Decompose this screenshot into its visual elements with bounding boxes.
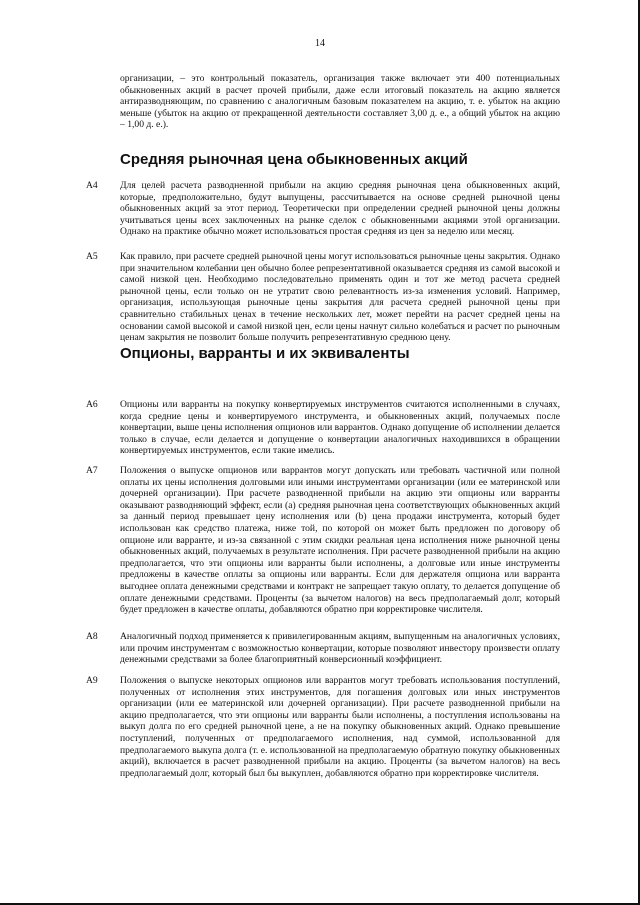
paragraph-a9 <box>86 675 562 779</box>
paragraph-label: A9 <box>86 675 98 686</box>
paragraph-a8 <box>86 631 562 666</box>
paragraph-label: A4 <box>86 180 98 191</box>
paragraph-label: A8 <box>86 631 98 642</box>
lead-paragraph: организации, – это контрольный показатель, организация также включает эти 400 потенциальных обыкновенных акций в расчет прочей прибыли, даже если итоговый показатель на акцию является антиразводняющим, по сравнению с аналогичным базовым показателем на акцию, т. е. убыток на акцию меньше (убыток на акцию от прекращенной деятельности составляет 3,00 д. е., а общий убыток на акцию – 1,00 д. е.). <box>120 73 560 131</box>
paragraph-text: Аналогичный подход применяется к привилегированным акциям, выпущенным на аналогичных условиях, или прочим инструментам с возможностью конвертации, которые позволяют инвестору произвести оплату денежными средствами за более благоприятный конверсионный коэффициент. <box>120 631 560 666</box>
paragraph-label: A6 <box>86 399 98 410</box>
section-heading-options: Опционы, варранты и их эквиваленты <box>120 345 410 362</box>
paragraph-text: Как правило, при расчете средней рыночной цены могут использоваться рыночные цены закрытия. Однако при значительном колебании цен обычно более репрезентативной оказывается средняя из самой высокой и самой низкой цен. Необходимо последовательно применять один и тот же метод расчета средней рыночной цены, если только он не утратит свою релевантность из-за изменения условий. Например, организация, использующая рыночные цены закрытия для расчета средней рыночной цены при сравнительно стабильных ценах в течение нескольких лет, может перейти на расчет средней цены на основании самой высокой и самой низкой цен, если цены начнут сильно колебаться и расчет по рыночным ценам закрытия не позволит больше получить репрезентативную среднюю цену. <box>120 251 560 344</box>
paragraph-text: Для целей расчета разводненной прибыли на акцию средняя рыночная цена обыкновенных акций, которые, предположительно, будут выпущены, рассчитывается на основе средней рыночной цены обыкновенных акций за этот период. Теоретически при определении средней рыночной цены должны учитываться цены всех заключенных на рынке сделок с обыкновенными акциями этой организации. Однако на практике обычно может использоваться простая средняя из цен за неделю или месяц. <box>120 180 560 238</box>
paragraph-a6 <box>86 399 562 457</box>
paragraph-text: Положения о выпуске некоторых опционов или варрантов могут требовать использования поступлений, полученных от исполнения этих инструментов, для погашения долговых или иных инструментов организации (или ее материнской или дочерней организации). При расчете разводненной прибыли на акцию предполагается, что эти опционы или варранты были исполнены, а поступления использованы на выкуп долга по его средней рыночной цене, а не на покупку обыкновенных акций. Однако превышение поступлений, полученных от предполагаемого исполнения, над суммой, использованной для предполагаемого выкупа долга (т. е. использованной на предполагаемую обратную покупку обыкновенных акций), включается в расчет разводненной прибыли на акцию. Проценты (за вычетом налогов) на весь предполагаемый долг, который был бы выкуплен, добавляются обратно при корректировке числителя. <box>120 675 560 779</box>
paragraph-label: A5 <box>86 251 98 262</box>
section-heading-average-price: Средняя рыночная цена обыкновенных акций <box>120 151 468 168</box>
paragraph-text: Положения о выпуске опционов или варрантов могут допускать или требовать частичной или полной оплаты их цены исполнения долговыми или иными инструментами организации (или ее материнской или дочерней организации). При расчете разводненной прибыли на акцию эти опционы или варранты оказывают разводняющий эффект, если (а) средняя рыночная цена соответствующих обыкновенных акций за данный период превышает цену исполнения или (b) цена продажи инструмента, который будет использован как средство платежа, ниже той, по которой он может быть предложен по договору об опционе или варранте, и из-за связанной с этим скидки реальная цена исполнения ниже рыночной цены обыкновенных акций, получаемых в результате исполнения. При расчете разводненной прибыли на акцию предполагается, что эти опционы или варранты были исполнены, а долговые или иные инструменты предложены в качестве оплаты за опционы или варранты. Если для держателя опциона или варранта выгоднее оплата денежными средствами и контракт не запрещает такую оплату, то делается допущение об оплате денежными средствами. Проценты (за вычетом налогов) на весь предполагаемый долг, который будет предложен в качестве оплаты, добавляются обратно при корректировке числителя. <box>120 465 560 616</box>
page-number: 14 <box>315 38 325 49</box>
paragraph-label: A7 <box>86 465 98 476</box>
paragraph-a5 <box>86 251 562 344</box>
paragraph-a4 <box>86 180 562 238</box>
paragraph-text: Опционы или варранты на покупку конвертируемых инструментов считаются исполненными в случаях, когда средние цены и конвертируемого инструмента, и обыкновенных акций, получаемых после конвертации, выше цены исполнения опционов или варрантов. Однако допущение об исполнении делается только в случае, если делается и допущение о конвертации аналогичных находившихся в обращении конвертируемых инструментов, если такие имелись. <box>120 399 560 457</box>
paragraph-a7 <box>86 465 562 616</box>
